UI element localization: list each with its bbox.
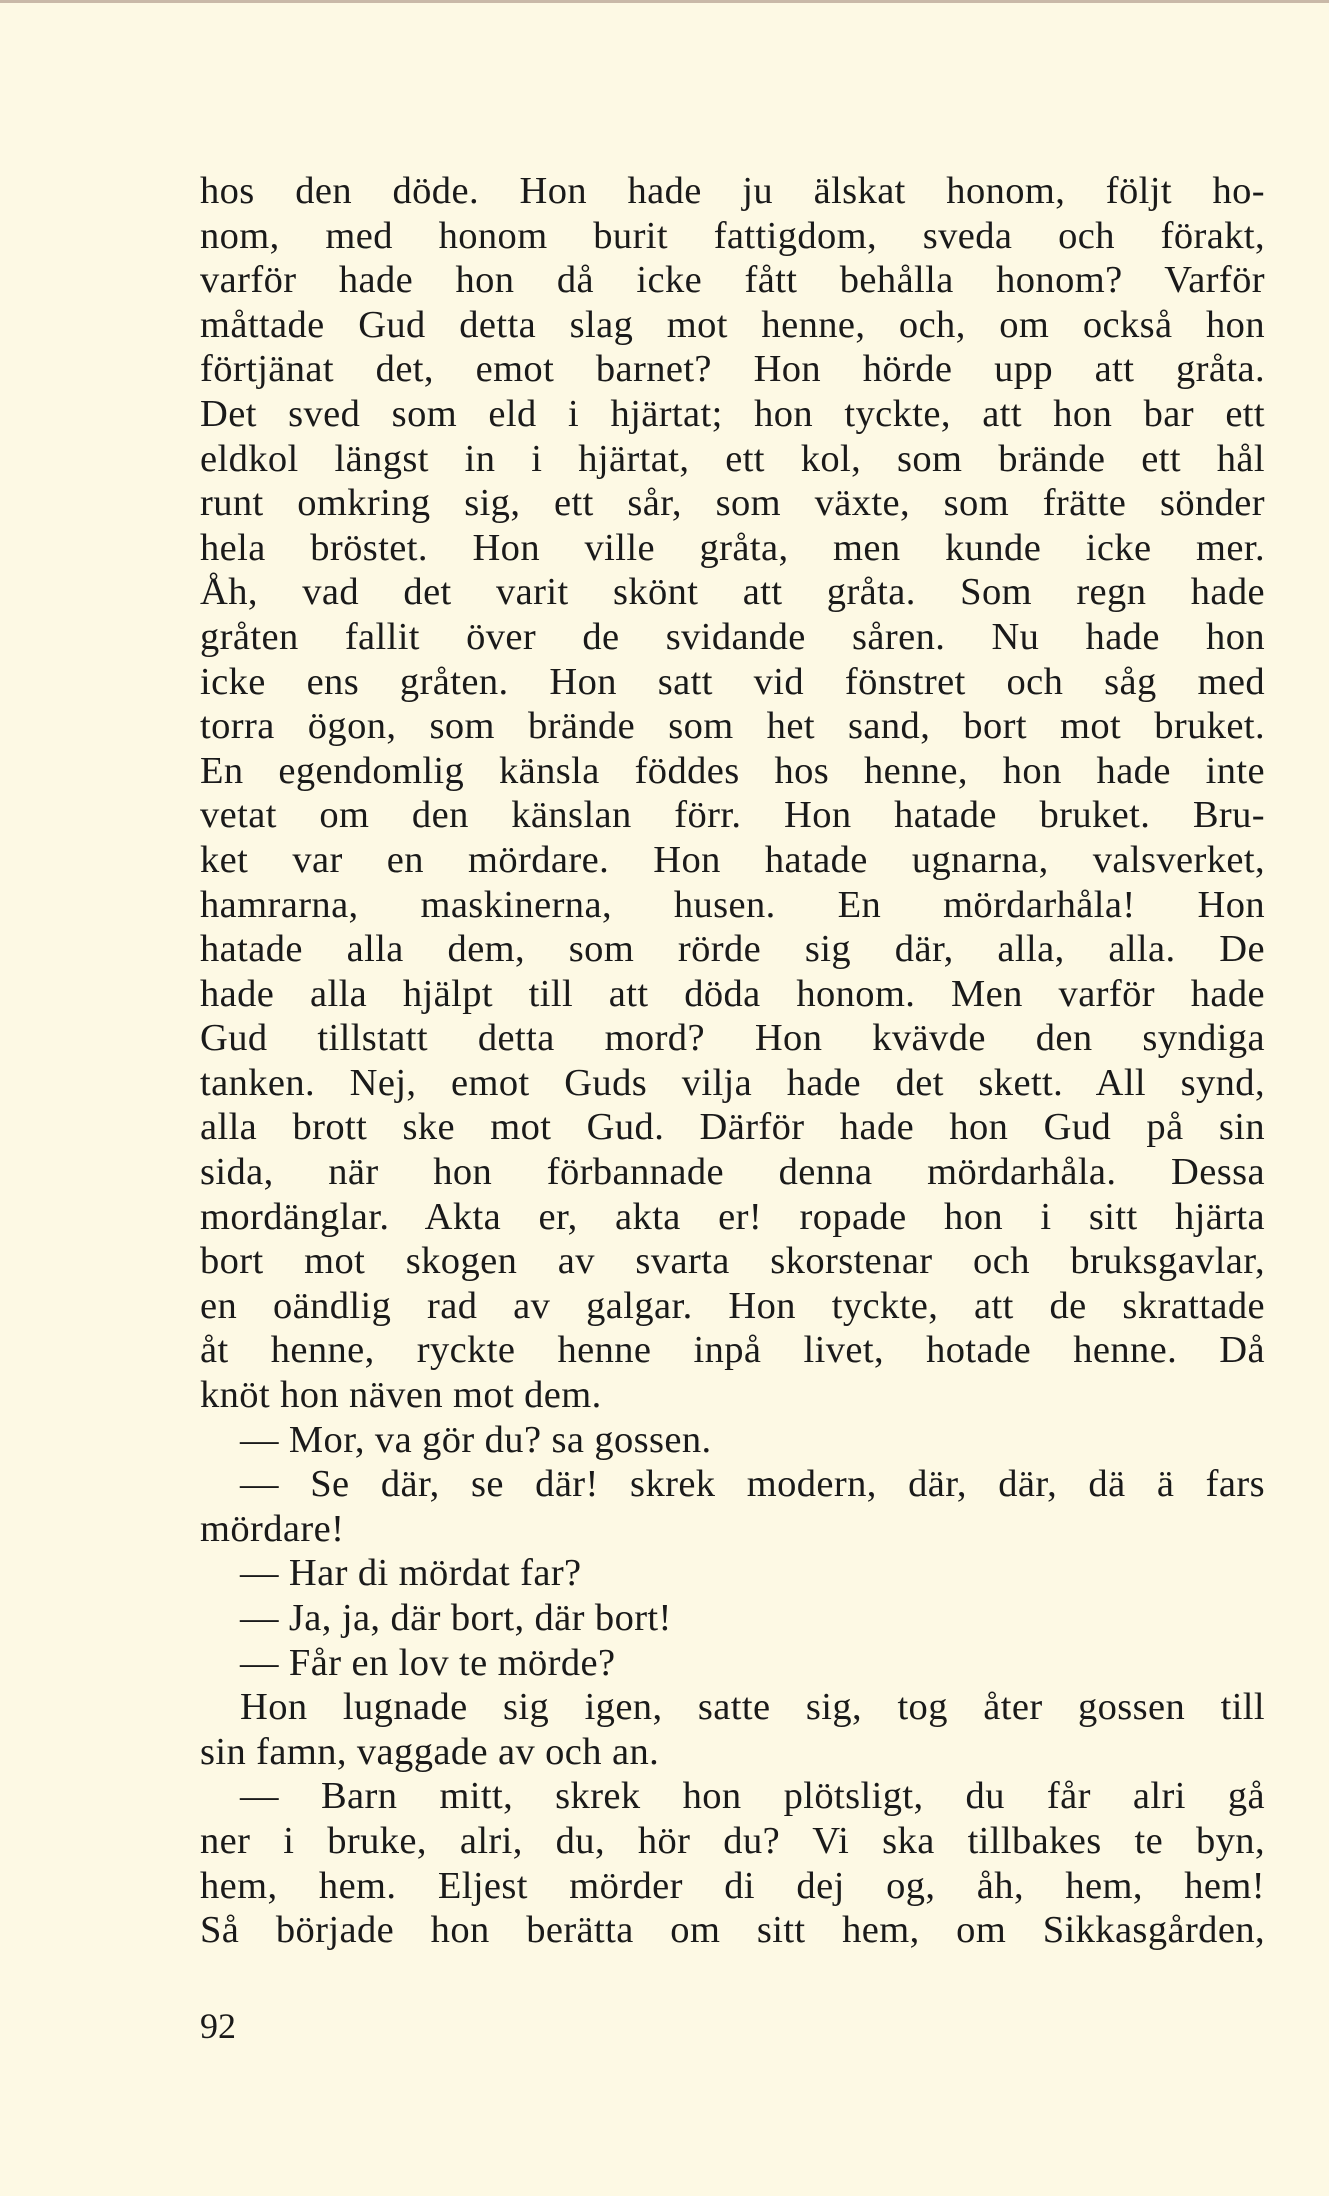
text-line: hade alla hjälpt till att döda honom. Men varför hade — [200, 972, 1265, 1015]
text-line: åt henne, ryckte henne inpå livet, hotade henne. Då — [200, 1329, 1265, 1372]
text-line: — Se där, se där! skrek modern, där, där, dä ä fars — [240, 1463, 1265, 1506]
text-line: — Barn mitt, skrek hon plötsligt, du får alri gå — [240, 1775, 1265, 1818]
text-line: alla brott ske mot Gud. Därför hade hon Gud på sin — [200, 1106, 1265, 1149]
text-line: eldkol längst in i hjärtat, ett kol, som brände ett hål — [200, 437, 1265, 480]
text-line: Gud tillstatt detta mord? Hon kvävde den syndiga — [200, 1017, 1265, 1060]
text-line: torra ögon, som brände som het sand, bort mot bruket. — [200, 705, 1265, 748]
text-line: sida, när hon förbannade denna mördarhåla. Dessa — [200, 1151, 1265, 1194]
text-line: måttade Gud detta slag mot henne, och, om också hon — [200, 303, 1265, 346]
text-line: Så började hon berätta om sitt hem, om Sikkasgården, — [200, 1909, 1265, 1952]
text-line: hem, hem. Eljest mörder di dej og, åh, hem, hem! — [200, 1864, 1265, 1907]
text-line: nom, med honom burit fattigdom, sveda och förakt, — [200, 214, 1265, 257]
text-line: ner i bruke, alri, du, hör du? Vi ska tillbakes te byn, — [200, 1819, 1265, 1862]
text-line: hatade alla dem, som rörde sig där, alla, alla. De — [200, 928, 1265, 971]
text-line: tanken. Nej, emot Guds vilja hade det skett. All synd, — [200, 1061, 1265, 1104]
text-line: varför hade hon då icke fått behålla honom? Varför — [200, 259, 1265, 302]
text-line: Det sved som eld i hjärtat; hon tyckte, att hon bar ett — [200, 392, 1265, 435]
text-line: En egendomlig känsla föddes hos henne, hon hade inte — [200, 749, 1265, 792]
page-number: 92 — [200, 2006, 236, 2046]
text-line: hela bröstet. Hon ville gråta, men kunde icke mer. — [200, 526, 1265, 569]
text-line: hamrarna, maskinerna, husen. En mördarhåla! Hon — [200, 883, 1265, 926]
text-line: Hon lugnade sig igen, satte sig, tog åter gossen till — [240, 1686, 1265, 1729]
text-line: förtjänat det, emot barnet? Hon hörde upp att gråta. — [200, 348, 1265, 391]
text-line: icke ens gråten. Hon satt vid fönstret och såg med — [200, 660, 1265, 703]
text-line: mordänglar. Akta er, akta er! ropade hon i sitt hjärta — [200, 1195, 1265, 1238]
text-line: ket var en mördare. Hon hatade ugnarna, valsverket, — [200, 838, 1265, 881]
text-line: — Har di mördat far? — [240, 1552, 582, 1595]
text-line: en oändlig rad av galgar. Hon tyckte, att de skrattade — [200, 1284, 1265, 1327]
text-line: runt omkring sig, ett sår, som växte, som frätte sönder — [200, 482, 1265, 525]
text-line: mördare! — [200, 1507, 345, 1550]
text-line: vetat om den känslan förr. Hon hatade bruket. Bru- — [200, 794, 1265, 837]
text-line: — Mor, va gör du? sa gossen. — [240, 1418, 712, 1461]
body-text — [200, 169, 1265, 1953]
text-line: sin famn, vaggade av och an. — [200, 1730, 660, 1773]
text-line: — Får en lov te mörde? — [240, 1641, 616, 1684]
text-line: gråten fallit över de svidande såren. Nu hade hon — [200, 615, 1265, 658]
text-line: bort mot skogen av svarta skorstenar och bruksgavlar, — [200, 1240, 1265, 1283]
text-line: — Ja, ja, där bort, där bort! — [240, 1597, 672, 1639]
text-line: Åh, vad det varit skönt att gråta. Som regn hade — [200, 571, 1265, 614]
text-line: hos den döde. Hon hade ju älskat honom, följt ho- — [200, 170, 1265, 212]
text-line: knöt hon näven mot dem. — [200, 1374, 602, 1417]
